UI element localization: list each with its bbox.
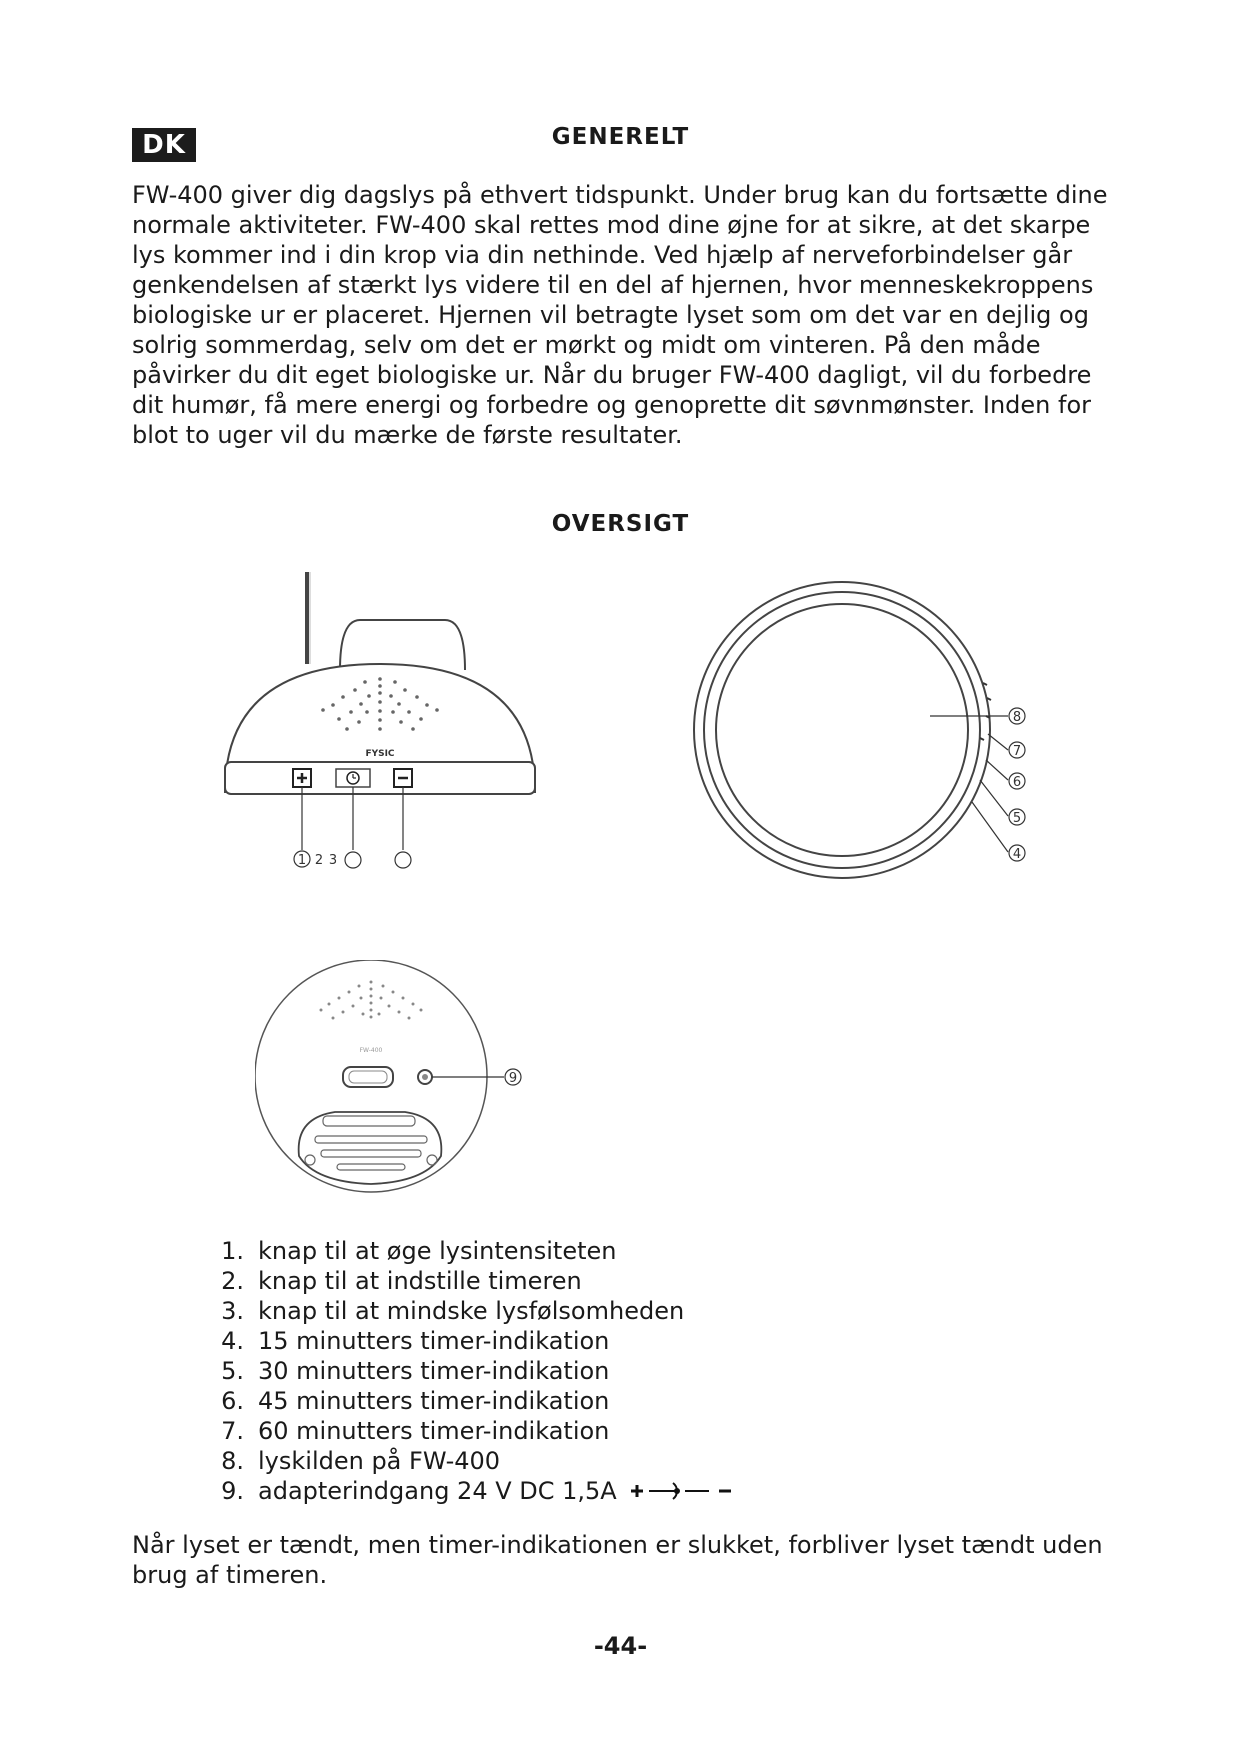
- light-source-ring: [716, 604, 968, 856]
- callout-circle-3: [395, 852, 411, 868]
- list-item: 2. knap til at indstille timeren: [221, 1267, 582, 1295]
- plus-button[interactable]: [293, 769, 311, 787]
- list-item: 5. 30 minutters timer-indikation: [221, 1357, 610, 1385]
- list-item: 9. adapterindgang 24 V DC 1,5A: [200, 1476, 737, 1506]
- callout-1: 1: [297, 853, 307, 868]
- callout-3: 3: [328, 853, 338, 868]
- general-paragraph: FW-400 giver dig dagslys på ethvert tidspunkt. Under brug kan du fortsætte dine normale aktiviteter. FW-400 skal rettes mod dine øjne for at sikre, at det skarpe lys kommer ind i din krop via din nethinde. Ved hjælp af nerveforbindelser går genkendelsen af stærkt lys videre til en del af hjernen, hvor menneskekroppens biologiske ur er placeret. Hjernen vil betragte lyset som om det var en dejlig og solrig sommerdag, selv om det er mørkt og midt om vinteren. På den måde påvirker du dit eget biologiske ur. Når du bruger FW-400 dagligt, vil du forbedre dit humør, få mere energi og forbedre og genoprette dit søvnmønster. Inden for blot to uger vil du mærke de første resultater.: [132, 181, 1108, 449]
- brand-label: FYSIC: [365, 749, 395, 759]
- callout-4: 4: [1012, 847, 1022, 862]
- stand-base: [299, 1112, 442, 1184]
- minus-button[interactable]: [394, 769, 412, 787]
- timer-note: Når lyset er tændt, men timer-indikationen er slukket, forbliver lyset tændt uden brug af timeren.: [132, 1531, 1103, 1589]
- lamp-front-figure: [215, 572, 545, 882]
- switch-slot[interactable]: [343, 1067, 393, 1087]
- list-item: 8. lyskilden på FW-400: [221, 1447, 501, 1475]
- list-item: 3. knap til at mindske lysfølsomheden: [221, 1297, 685, 1325]
- dc-input-pin: [422, 1074, 428, 1080]
- list-item: 6. 45 minutters timer-indikation: [221, 1387, 610, 1415]
- timer-button[interactable]: [336, 769, 370, 787]
- dc-polarity-plus-center-icon: [627, 1479, 737, 1503]
- model-label: FW-400: [359, 1047, 383, 1054]
- leader-line-7: [988, 734, 1008, 750]
- list-item: 1. knap til at øge lysintensiteten: [221, 1237, 617, 1265]
- lamp-ring-figure: [690, 570, 1050, 890]
- callout-9: 9: [508, 1071, 518, 1086]
- middle-ring: [704, 592, 980, 868]
- list-item: 7. 60 minutters timer-indikation: [221, 1417, 610, 1445]
- base: [225, 762, 535, 794]
- parts-list: [200, 1236, 737, 1506]
- callout-circle-2: [345, 852, 361, 868]
- page-number: -44-: [593, 1632, 648, 1660]
- leader-line-5: [980, 780, 1008, 816]
- outer-ring: [694, 582, 990, 878]
- callout-8: 8: [1012, 710, 1022, 725]
- stand: [340, 620, 465, 670]
- section-title-general: GENERELT: [551, 124, 690, 150]
- list-item: 4. 15 minutters timer-indikation: [221, 1327, 610, 1355]
- language-badge: DK: [132, 128, 196, 162]
- callout-6: 6: [1012, 775, 1022, 790]
- callout-5: 5: [1012, 811, 1022, 826]
- callout-2: 2: [314, 853, 324, 868]
- section-title-overview: OVERSIGT: [551, 511, 690, 537]
- lamp-back-figure: [255, 960, 545, 1200]
- leader-line-6: [986, 760, 1008, 780]
- callout-7: 7: [1012, 744, 1022, 759]
